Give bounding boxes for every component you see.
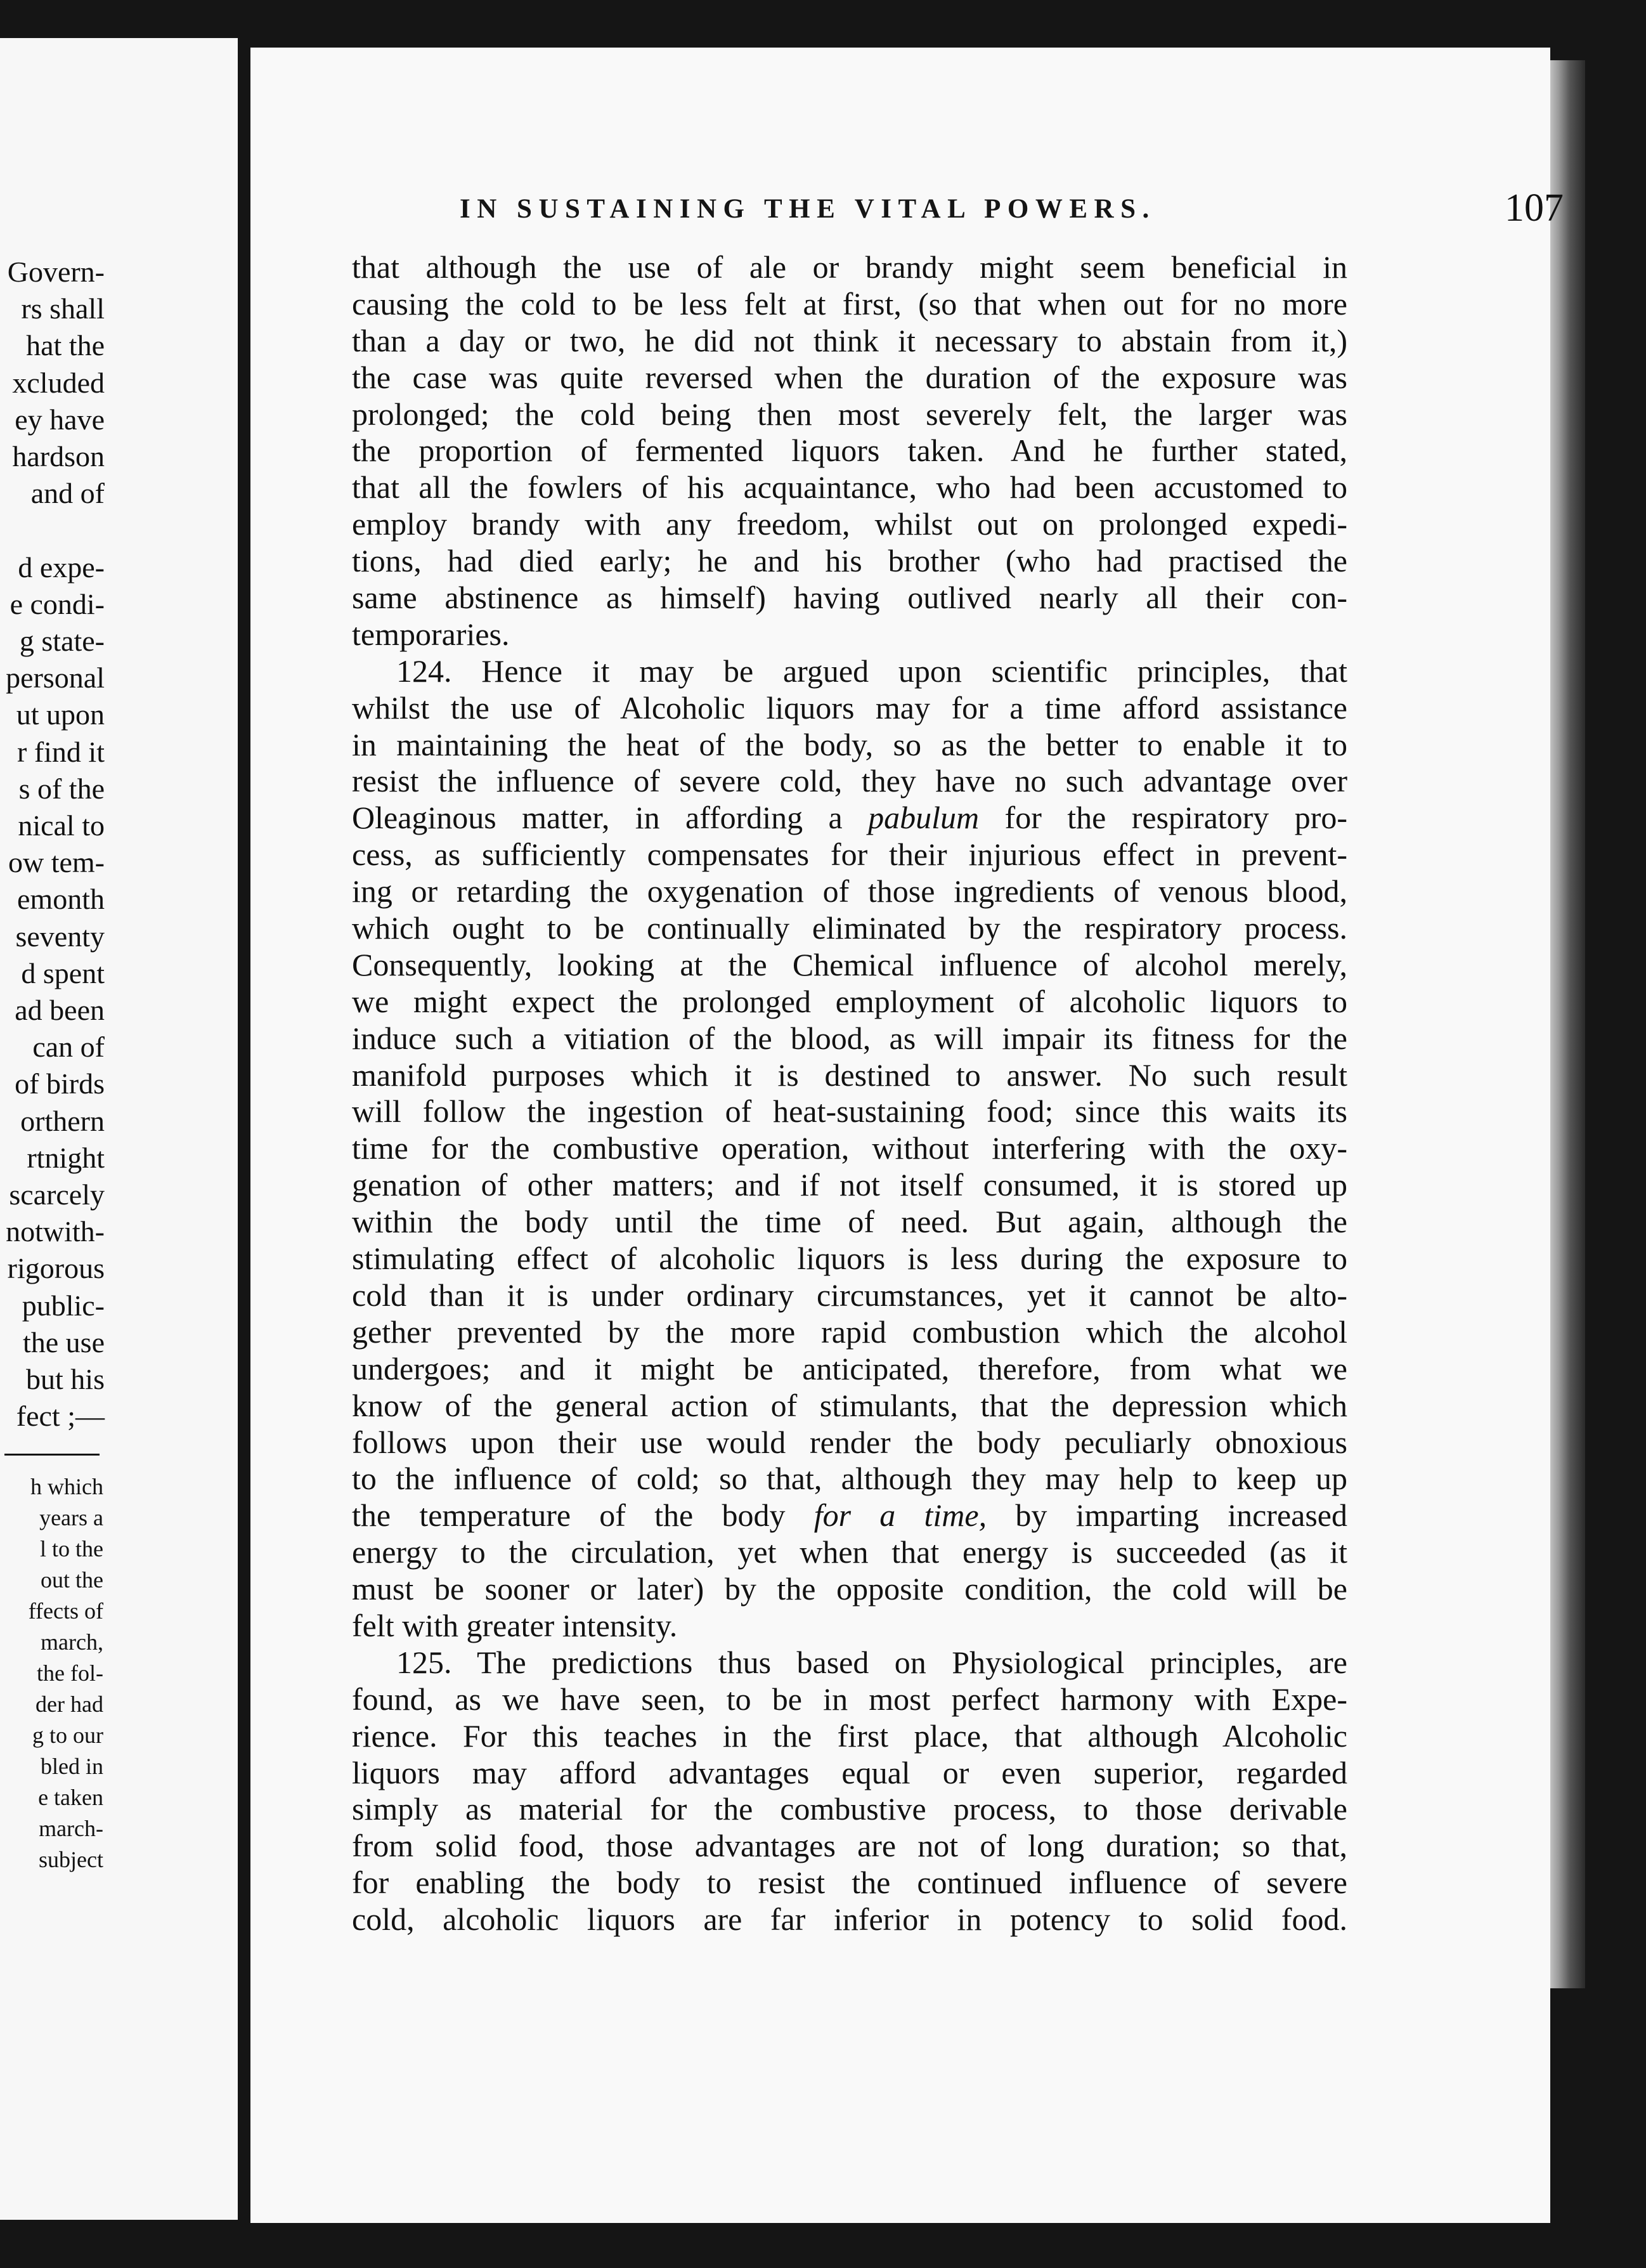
facing-line: xcluded xyxy=(12,366,105,399)
text-line: energy to the circulation, yet when that energy is succeeded (as it xyxy=(352,1534,1347,1570)
text-line: which ought to be continually eliminated by the respiratory process. xyxy=(352,910,1347,946)
text-line: manifold purposes which it is destined to answer. No such result xyxy=(352,1057,1347,1093)
text-line: gether prevented by the more rapid combustion which the alcohol xyxy=(352,1313,1347,1350)
text-line: induce such a vitiation of the blood, as will impair its fitness for the xyxy=(352,1020,1347,1056)
facing-line xyxy=(0,512,105,549)
footnote-line: years a xyxy=(39,1505,103,1530)
facing-line: fect ;— xyxy=(16,1400,105,1433)
text-line: must be sooner or later) by the opposite condition, the cold will be xyxy=(352,1571,1347,1607)
text-line: follows upon their use would render the body peculiarly obnoxious xyxy=(352,1424,1347,1460)
text-line-pabulum xyxy=(352,800,1347,837)
footnote-rule xyxy=(4,1454,100,1456)
text-line: liquors may afford advantages equal or even superior, regarded xyxy=(352,1754,1347,1790)
facing-line: but his xyxy=(26,1363,105,1396)
text-line: will follow the ingestion of heat-sustaining food; since this waits its xyxy=(352,1093,1347,1130)
text-line: same abstinence as himself) having outlived nearly all their con- xyxy=(352,580,1347,616)
text-line: that although the use of ale or brandy might seem beneficial in xyxy=(352,249,1347,285)
text-line: from solid food, those advantages are not of long duration; so that, xyxy=(352,1828,1347,1864)
footnote-line: g to our xyxy=(32,1723,103,1748)
text-line: ing or retarding the oxygenation of those ingredients of venous blood, xyxy=(352,873,1347,909)
facing-line: ey have xyxy=(15,403,105,436)
footnote-line: out the xyxy=(41,1567,103,1593)
footnote-line: ffects of xyxy=(28,1598,103,1624)
facing-line: g state- xyxy=(19,625,105,658)
facing-line: ad been xyxy=(15,994,105,1027)
text-line: temporaries. xyxy=(352,616,510,652)
facing-line: seventy xyxy=(15,920,105,953)
text-line: Consequently, looking at the Chemical influence of alcohol merely, xyxy=(352,946,1347,982)
text-line: that all the fowlers of his acquaintance, who had been accustomed to xyxy=(352,469,1347,505)
text-line: the case was quite reversed when the duration of the exposure was xyxy=(352,359,1347,395)
facing-page-fragment xyxy=(0,38,238,2220)
facing-line: scarcely xyxy=(9,1178,105,1211)
text-segment: for the respiratory pro- xyxy=(979,800,1348,836)
facing-line: s of the xyxy=(18,772,105,805)
facing-page-footnotes xyxy=(0,1471,103,1875)
facing-line: d expe- xyxy=(18,551,105,583)
text-segment: the temperature of the body xyxy=(352,1497,786,1534)
page-stack-edge xyxy=(1547,60,1585,1988)
text-line: than a day or two, he did not think it necessary to abstain from it,) xyxy=(352,322,1347,358)
text-line: for enabling the body to resist the continued influence of severe xyxy=(352,1865,1347,1901)
text-line: stimulating effect of alcoholic liquors is less during the exposure to xyxy=(352,1241,1347,1277)
text-line: causing the cold to be less felt at first, (so that when out for no more xyxy=(352,285,1347,322)
facing-line: of birds xyxy=(15,1067,105,1100)
facing-line: orthern xyxy=(20,1104,105,1137)
footnote-line: bled in xyxy=(41,1754,103,1779)
text-line: we might expect the prolonged employment of alcoholic liquors to xyxy=(352,983,1347,1019)
text-line: simply as material for the combustive process, to those derivable xyxy=(352,1791,1347,1827)
text-line: to the influence of cold; so that, although they may help to keep up xyxy=(352,1461,1347,1497)
facing-line: hat the xyxy=(26,329,105,362)
text-line: within the body until the time of need. But again, although the xyxy=(352,1204,1347,1240)
page-number: 107 xyxy=(1505,186,1564,230)
facing-line: rs shall xyxy=(21,292,105,325)
text-line: cess, as sufficiently compensates for their injurious effect in prevent- xyxy=(352,837,1347,873)
text-line: whilst the use of Alcoholic liquors may for a time afford assistance xyxy=(352,689,1347,726)
text-line: resist the influence of severe cold, they have no such advantage over xyxy=(352,763,1347,799)
footnote-line: subject xyxy=(39,1847,103,1872)
text-line: found, as we have seen, to be in most perfect harmony with Expe- xyxy=(352,1681,1347,1717)
italic-phrase: for a time, xyxy=(813,1497,987,1534)
running-header xyxy=(460,186,1601,230)
footnote-line: the fol- xyxy=(37,1660,103,1686)
facing-line: public- xyxy=(22,1289,105,1322)
facing-line: nical to xyxy=(18,809,105,842)
facing-line: r find it xyxy=(17,735,105,768)
text-segment: Oleaginous matter, in affording a xyxy=(352,800,843,836)
facing-line: emonth xyxy=(17,883,105,916)
text-line: time for the combustive operation, without interfering with the oxy- xyxy=(352,1130,1347,1166)
facing-line: Govern- xyxy=(7,256,105,288)
facing-page-text xyxy=(0,254,105,1435)
text-line: tions, had died early; he and his brother (who had practised the xyxy=(352,543,1347,579)
facing-line: personal xyxy=(6,662,105,694)
body-text xyxy=(352,249,1347,1938)
footnote-line: h which xyxy=(30,1474,103,1499)
text-line: rience. For this teaches in the first place, that although Alcoholic xyxy=(352,1717,1347,1754)
footnote-line: e taken xyxy=(38,1785,103,1810)
facing-line: can of xyxy=(32,1031,105,1064)
text-line: undergoes; and it might be anticipated, therefore, from what we xyxy=(352,1350,1347,1386)
facing-line: ut upon xyxy=(16,698,105,731)
footnote-line: l to the xyxy=(40,1536,103,1561)
facing-line: ow tem- xyxy=(8,846,105,879)
book-page xyxy=(250,48,1564,2223)
facing-line: hardson xyxy=(12,440,105,473)
footnote-line: der had xyxy=(36,1691,103,1717)
facing-line: notwith- xyxy=(6,1215,105,1248)
text-line: prolonged; the cold being then most severely felt, the larger was xyxy=(352,396,1347,432)
text-line: genation of other matters; and if not itself consumed, it is stored up xyxy=(352,1167,1347,1203)
footnote-line: march, xyxy=(41,1629,103,1655)
text-line: employ brandy with any freedom, whilst out on prolonged expedi- xyxy=(352,506,1347,542)
facing-line: rtnight xyxy=(27,1141,105,1174)
facing-line: rigorous xyxy=(7,1252,105,1285)
text-segment: by imparting increased xyxy=(987,1497,1347,1534)
facing-line: d spent xyxy=(21,956,105,989)
text-line-for-a-time xyxy=(352,1497,1347,1534)
facing-line: the use xyxy=(22,1326,105,1359)
text-line: know of the general action of stimulants, that the depression which xyxy=(352,1387,1347,1423)
paragraph-start-124: 124. Hence it may be argued upon scientific principles, that xyxy=(396,653,1347,689)
facing-line: and of xyxy=(30,477,105,510)
text-line: cold than it is under ordinary circumstances, yet it cannot be alto- xyxy=(352,1277,1347,1313)
text-line: cold, alcoholic liquors are far inferior in potency to solid food. xyxy=(352,1901,1347,1938)
text-line: felt with greater intensity. xyxy=(352,1607,678,1643)
footnote-line: march- xyxy=(39,1816,103,1841)
paragraph-start-125: 125. The predictions thus based on Physiological principles, are xyxy=(396,1644,1347,1680)
text-line: the proportion of fermented liquors taken. And he further stated, xyxy=(352,433,1347,469)
italic-term: pabulum xyxy=(868,800,980,836)
facing-line: e condi- xyxy=(10,587,105,620)
running-title: IN SUSTAINING THE VITAL POWERS. xyxy=(460,194,1156,224)
text-line: in maintaining the heat of the body, so as the better to enable it to xyxy=(352,726,1347,762)
